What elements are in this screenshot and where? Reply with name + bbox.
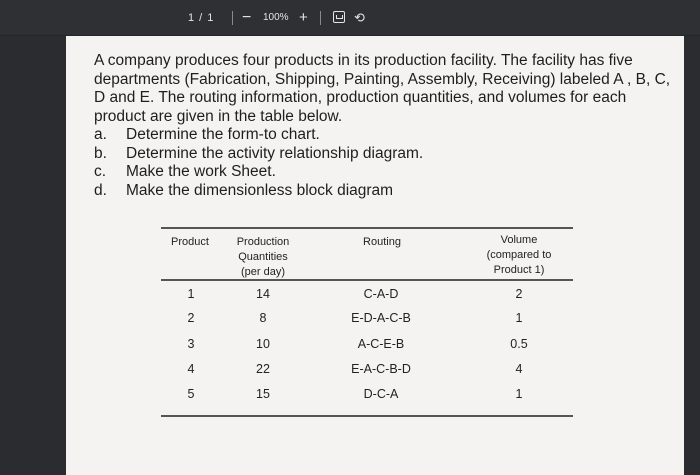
fit-page-icon[interactable] [333,11,345,23]
table-row: 5 15 D-C-A 1 [187,387,523,401]
task-item: d. Make the dimensionless block diagram [94,181,394,199]
table-row: 2 8 E-D-A-C-B 1 [187,311,523,325]
task-item: c. Make the work Sheet. [94,163,276,180]
zoom-out-button[interactable]: − [242,9,252,26]
page-indicator: 1 / 1 [188,12,215,24]
toolbar-divider [232,11,233,25]
question-text [94,52,674,200]
table-header-rule [161,279,573,281]
problem-intro: A company produces four products in its production facility. The facility has five departments (Fabrication, Shipping, Painting, Assembly, Receiving) labeled A , B, C, D and E. The routing information, production quantities, and volumes for each product are given in the table below. [94,52,671,125]
toolbar-divider [320,11,321,25]
document-page [66,36,684,475]
pdf-toolbar [0,0,700,36]
table-row: 1 14 C-A-D 2 [187,287,523,301]
task-item: b. Determine the activity relationship diagram. [94,144,424,162]
task-item: a. Determine the form-to chart. [94,126,320,143]
table-top-rule [161,227,573,229]
header-routing: Routing [363,236,401,248]
table-row: 4 22 E-A-C-B-D 4 [187,362,523,376]
task-list [94,126,674,200]
zoom-in-button[interactable]: + [299,9,308,26]
header-product: Product [171,236,209,248]
header-production-quantities: Production Quantities (per day) [236,236,290,278]
table-row: 3 10 A-C-E-B 0.5 [187,337,528,351]
rotate-icon[interactable]: ⟲ [354,10,365,25]
header-volume: Volume (compared to Product 1) [486,234,552,276]
table-bottom-rule [161,415,573,417]
zoom-level[interactable]: 100% [263,12,289,23]
